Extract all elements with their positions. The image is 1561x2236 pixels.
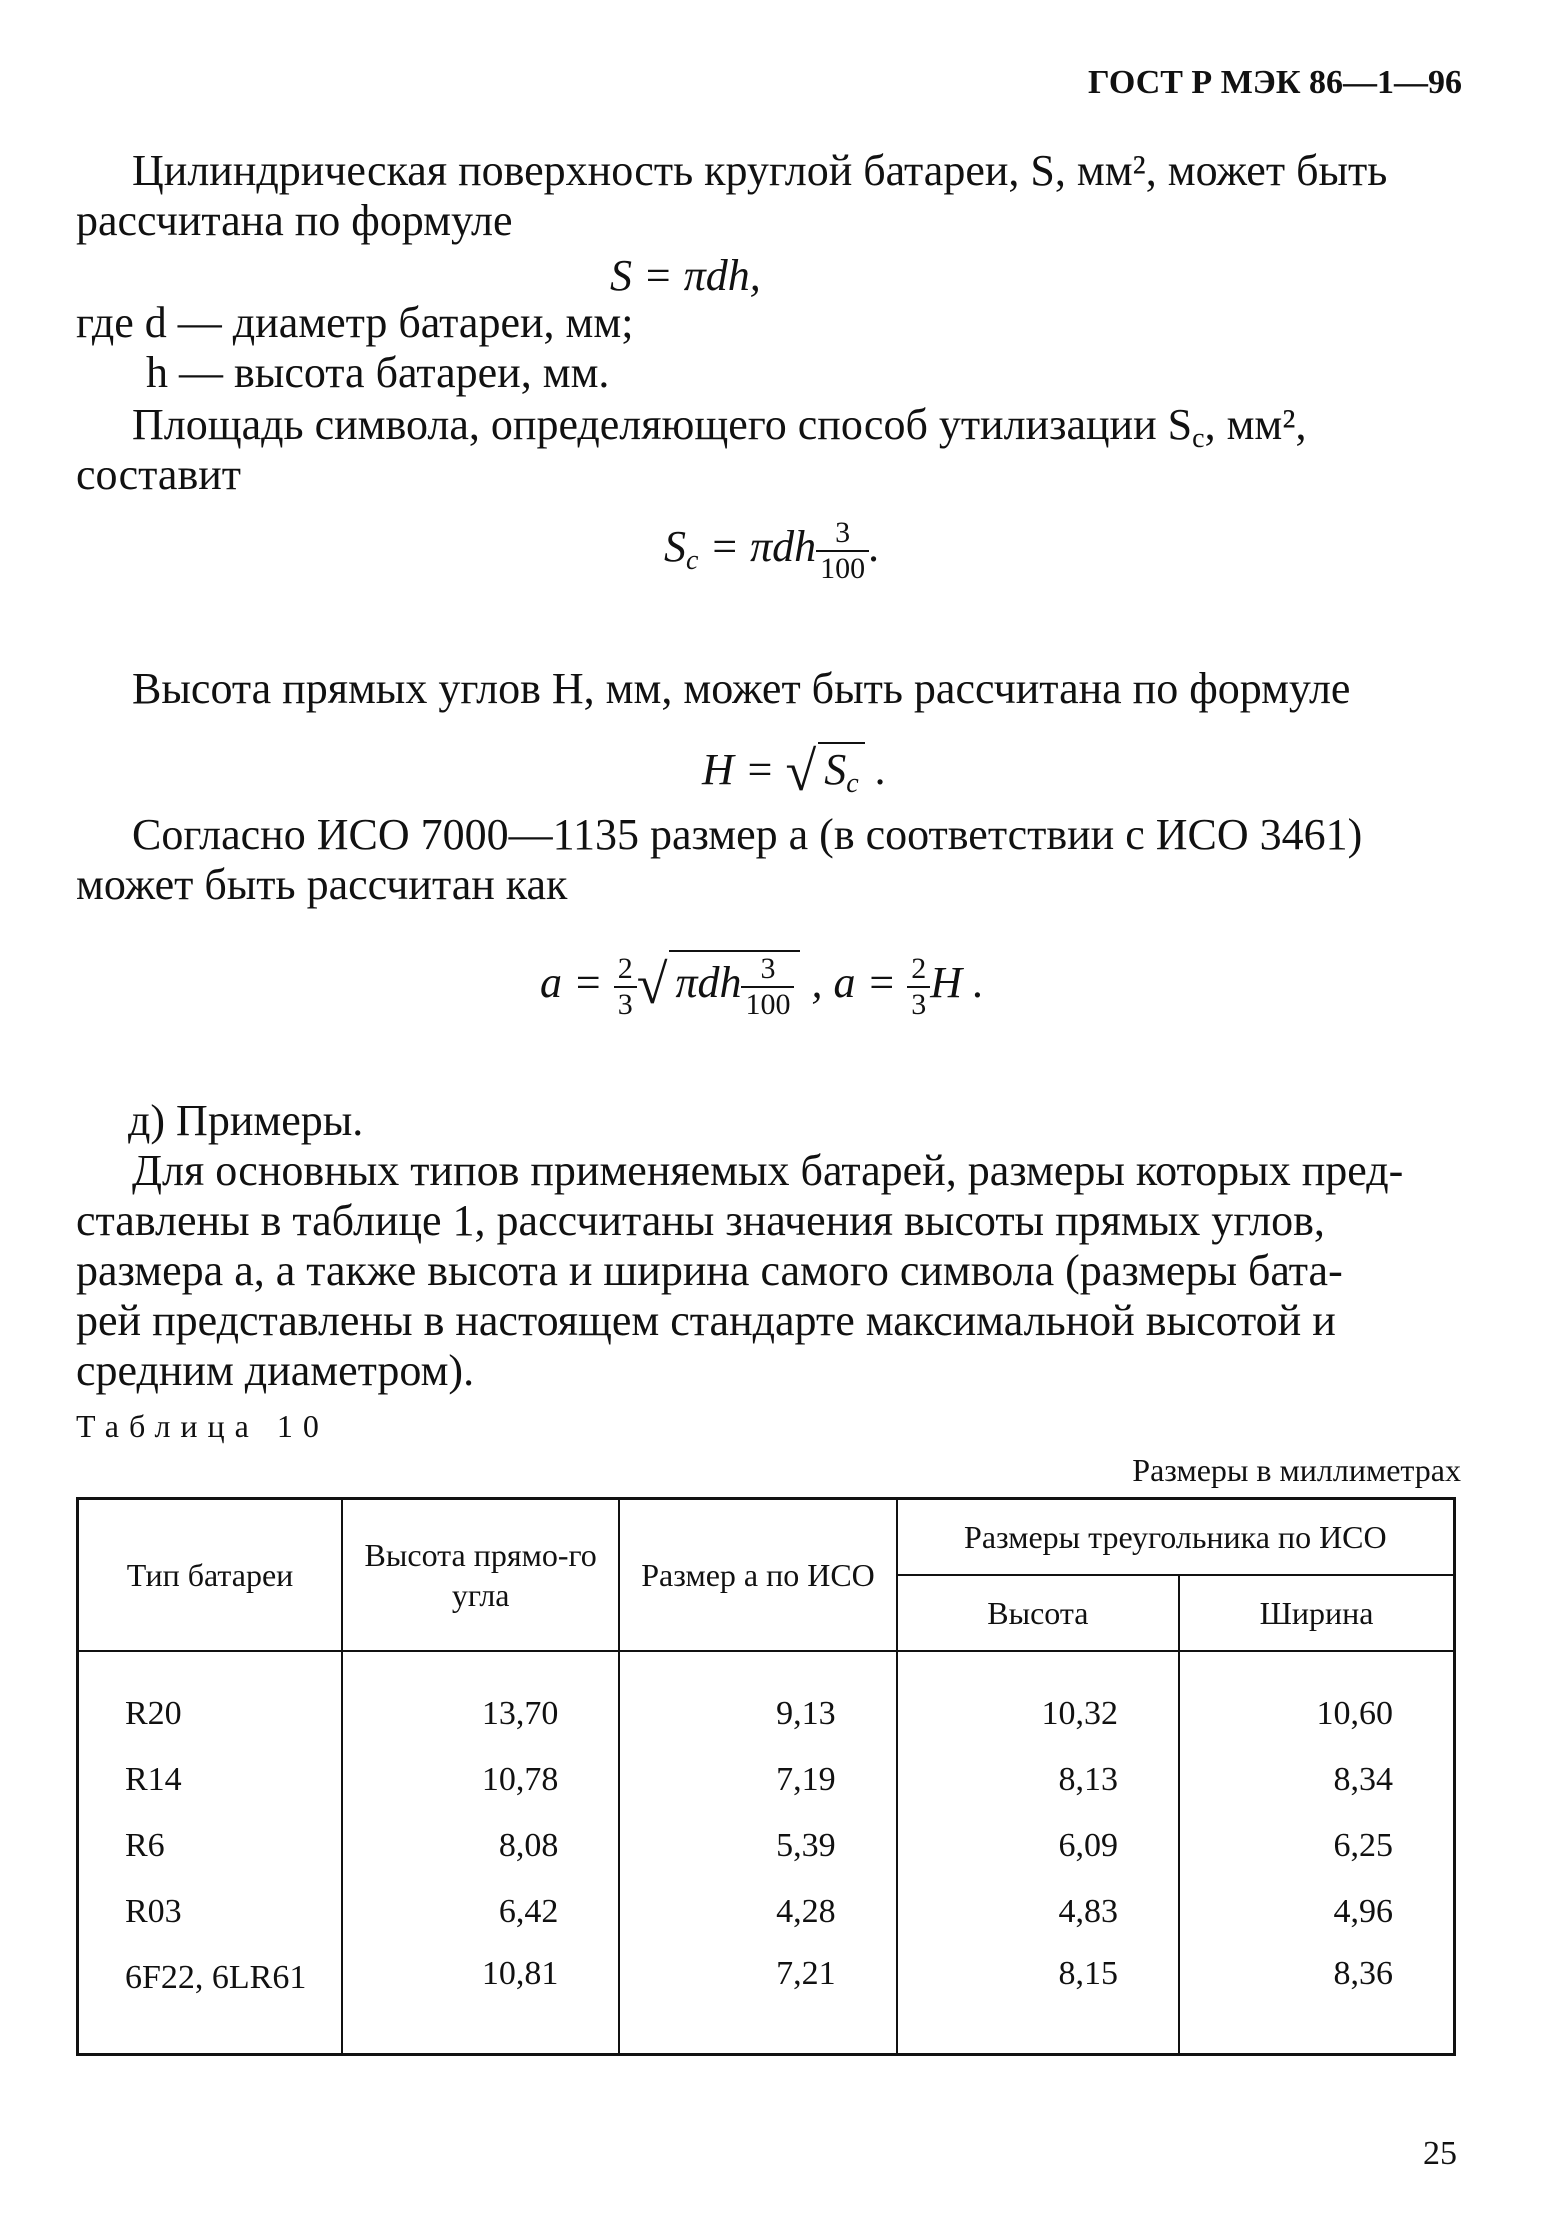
data-table — [76, 1497, 1456, 2056]
column-header-triangle-height: Высота — [897, 1575, 1179, 1651]
table-row — [78, 1879, 1455, 1945]
numerator: 3 — [741, 952, 794, 988]
paragraph-text: Площадь символа, определяющего способ утилизации S — [132, 400, 1193, 449]
cell-triangle-height: 8,13 — [897, 1747, 1179, 1813]
cell-triangle-width: 4,96 — [1179, 1879, 1454, 1945]
table-row — [78, 1747, 1455, 1813]
cell-a: 4,28 — [619, 1879, 896, 1945]
cell-triangle-height: 10,32 — [897, 1681, 1179, 1747]
formula-text: . — [864, 745, 887, 794]
cell-corner-height: 10,81 — [342, 1945, 619, 2055]
table-row — [78, 1681, 1455, 1747]
table-caption: Таблица 10 — [76, 1408, 329, 1444]
spacer-cell — [342, 1651, 619, 1681]
paragraph-line: рей представлены в настоящем стандарте максимальной высотой и — [76, 1296, 1336, 1345]
formula-symbol-area — [664, 516, 880, 586]
cell-triangle-height: 6,09 — [897, 1813, 1179, 1879]
formula-text: H = — [702, 745, 786, 794]
paragraph-line — [132, 400, 1307, 454]
cell-triangle-height: 4,83 — [897, 1879, 1179, 1945]
formula-text: = πdh — [698, 522, 817, 572]
cell-triangle-width: 8,36 — [1179, 1945, 1454, 2055]
sqrt-sign: √ — [785, 741, 817, 803]
cell-type: R14 — [78, 1747, 342, 1813]
radicand — [669, 950, 800, 1022]
cell-a: 9,13 — [619, 1681, 896, 1747]
paragraph-line: составит — [76, 450, 241, 499]
formula-corner-height — [702, 740, 887, 804]
formula-dimension-a — [540, 950, 984, 1022]
subscript: c — [686, 545, 699, 577]
fraction — [741, 952, 794, 1022]
spacer-cell — [1179, 1651, 1454, 1681]
fraction — [614, 952, 637, 1022]
page-number: 25 — [1423, 2135, 1457, 2172]
table-row — [78, 1945, 1455, 2055]
paragraph-line: рассчитана по формуле — [76, 196, 513, 245]
subscript: c — [846, 768, 859, 799]
fraction — [907, 952, 930, 1022]
column-header-corner-height: Высота прямо-го угла — [342, 1499, 619, 1651]
numerator: 3 — [816, 516, 869, 552]
formula-text: , a = — [800, 958, 908, 1008]
formula-surface: S = πdh, — [610, 251, 761, 300]
column-header-triangle: Размеры треугольника по ИСО — [897, 1499, 1455, 1575]
column-header-triangle-width: Ширина — [1179, 1575, 1454, 1651]
column-header-type: Тип батареи — [78, 1499, 342, 1651]
cell-corner-height: 8,08 — [342, 1813, 619, 1879]
formula-text: S — [824, 745, 847, 794]
definition-d: где d — диаметр батареи, мм; — [76, 298, 634, 347]
cell-type: 6F22, 6LR61 — [78, 1945, 342, 2055]
denominator: 100 — [820, 552, 866, 585]
spacer-cell — [619, 1651, 896, 1681]
paragraph-line: может быть рассчитан как — [76, 860, 568, 909]
cell-corner-height: 10,78 — [342, 1747, 619, 1813]
formula-text: H . — [930, 958, 984, 1008]
cell-type: R20 — [78, 1681, 342, 1747]
cell-corner-height: 6,42 — [342, 1879, 619, 1945]
formula-text: . — [869, 522, 881, 572]
cell-triangle-height: 8,15 — [897, 1945, 1179, 2055]
section-heading: д) Примеры. — [128, 1096, 364, 1145]
document-header: ГОСТ Р МЭК 86—1—96 — [1088, 64, 1462, 101]
radicand — [818, 742, 864, 799]
paragraph-line: ставлены в таблице 1, рассчитаны значения высоты прямых углов, — [76, 1196, 1325, 1245]
table-units: Размеры в миллиметрах — [1132, 1452, 1461, 1488]
paragraph-line: размера a, а также высота и ширина самого символа (размеры бата- — [76, 1246, 1343, 1295]
formula-text: S — [664, 522, 686, 572]
denominator: 3 — [617, 988, 633, 1021]
cell-a: 5,39 — [619, 1813, 896, 1879]
cell-type: R03 — [78, 1879, 342, 1945]
paragraph-line: Цилиндрическая поверхность круглой батареи, S, мм², может быть — [132, 146, 1388, 195]
spacer-cell — [897, 1651, 1179, 1681]
cell-a: 7,19 — [619, 1747, 896, 1813]
numerator: 2 — [907, 952, 930, 988]
cell-type: R6 — [78, 1813, 342, 1879]
cell-a: 7,21 — [619, 1945, 896, 2055]
formula-text: a = — [540, 958, 614, 1008]
subscript: c — [1192, 423, 1205, 454]
paragraph-line: Высота прямых углов H, мм, может быть рассчитана по формуле — [132, 664, 1351, 713]
fraction — [816, 516, 869, 586]
spacer-cell — [78, 1651, 342, 1681]
column-header-a: Размер a по ИСО — [619, 1499, 896, 1651]
cell-triangle-width: 10,60 — [1179, 1681, 1454, 1747]
paragraph-line: средним диаметром). — [76, 1346, 475, 1395]
sqrt-sign: √ — [636, 954, 668, 1017]
paragraph-line: Согласно ИСО 7000—1135 размер a (в соответствии с ИСО 3461) — [132, 810, 1363, 859]
paragraph-line: Для основных типов применяемых батарей, размеры которых пред- — [132, 1146, 1404, 1195]
table-row — [78, 1813, 1455, 1879]
denominator: 3 — [911, 988, 927, 1021]
definition-h: h — высота батареи, мм. — [146, 348, 610, 397]
cell-triangle-width: 8,34 — [1179, 1747, 1454, 1813]
formula-text: πdh — [675, 958, 742, 1008]
cell-corner-height: 13,70 — [342, 1681, 619, 1747]
numerator: 2 — [614, 952, 637, 988]
paragraph-text: , мм², — [1204, 400, 1307, 449]
denominator: 100 — [745, 988, 791, 1021]
cell-triangle-width: 6,25 — [1179, 1813, 1454, 1879]
